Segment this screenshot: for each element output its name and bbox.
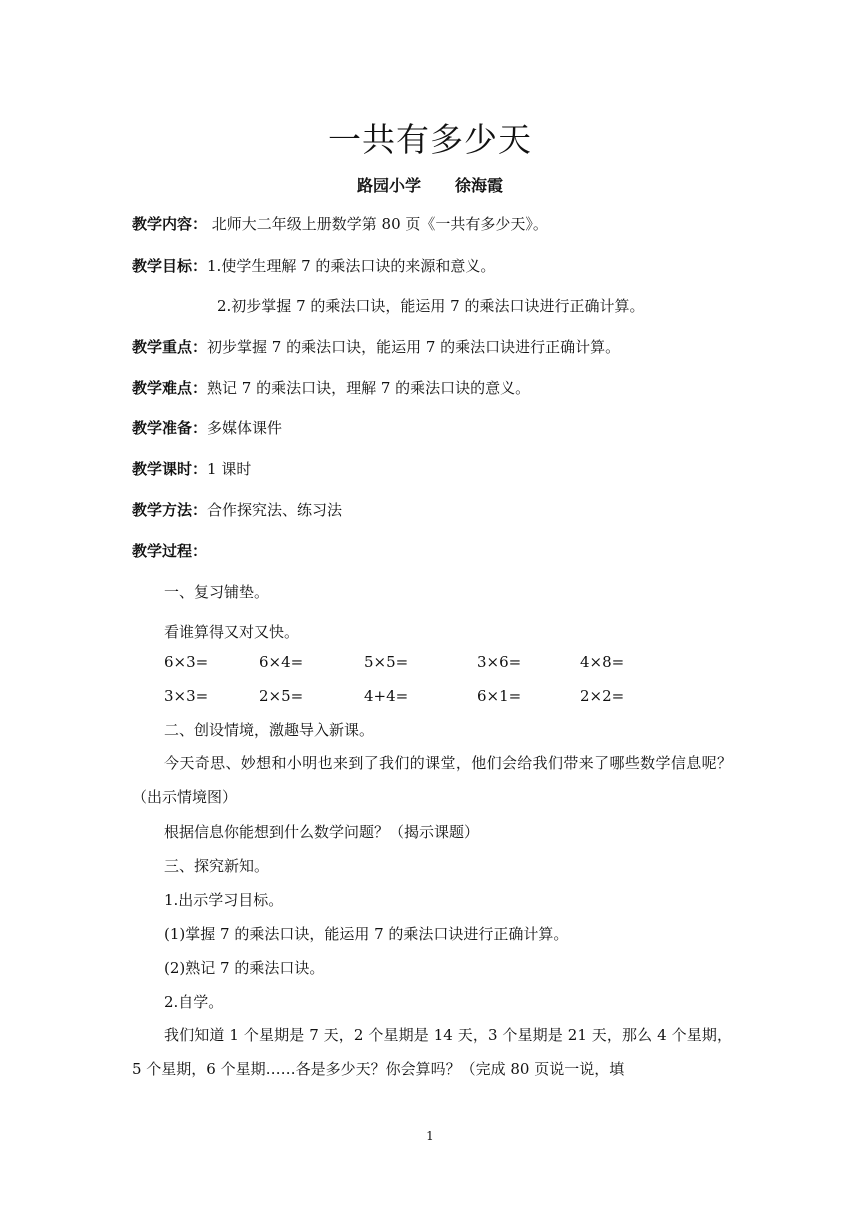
meta-text: 初步掌握 7 的乘法口诀，能运用 7 的乘法口诀进行正确计算。: [207, 338, 621, 356]
exercise-item: 6×1=: [477, 687, 522, 705]
document-title: 一共有多少天: [328, 120, 532, 159]
meta-content: [132, 212, 548, 236]
exercise-item: 6×3=: [164, 653, 209, 671]
meta-label: 教学重点：: [132, 338, 208, 356]
author-school: 路园小学: [356, 176, 421, 195]
meta-text: 熟记 7 的乘法口诀，理解 7 的乘法口诀的意义。: [207, 379, 531, 397]
self-study-paragraph: 我们知道 1 个星期是 7 天，2 个星期是 14 天，3 个星期是 21 天，那么 4 个星期，5 个星期，6 个星期……各是多少天？你会算吗？（完成 80 页说一说，填: [132, 1026, 732, 1078]
goal-item: (2)熟记 7 的乘法口诀。: [164, 959, 325, 977]
meta-text: 1.使学生理解 7 的乘法口诀的来源和意义。: [207, 257, 496, 275]
author-line: [0, 174, 860, 198]
step-goals: 1.出示学习目标。: [164, 891, 284, 909]
meta-key-point: [132, 335, 620, 359]
meta-text: 北师大二年级上册数学第 80 页《一共有多少天》。: [207, 215, 548, 233]
exercise-item: 2×2=: [580, 687, 625, 705]
exercise-item: 6×4=: [259, 653, 304, 671]
section-situation: 二、创设情境，激趣导入新课。: [164, 721, 375, 739]
goal-item: (1)掌握 7 的乘法口诀，能运用 7 的乘法口诀进行正确计算。: [164, 925, 569, 943]
meta-process: [132, 539, 207, 563]
page-number: 1: [426, 1129, 434, 1143]
exercise-item: 4×8=: [580, 653, 625, 671]
exercise-item: 5×5=: [364, 653, 409, 671]
exercise-row: [0, 650, 860, 674]
meta-goal-2: [217, 294, 644, 318]
situation-paragraph: 今天奇思、妙想和小明也来到了我们的课堂，他们会给我们带来了哪些数学信息呢？（出示情境图）: [132, 754, 732, 806]
meta-label: 教学方法：: [132, 501, 208, 519]
meta-hours: [132, 457, 251, 481]
meta-preparation: [132, 416, 282, 440]
meta-label: 教学目标：: [132, 257, 208, 275]
meta-label: 教学过程：: [132, 542, 208, 560]
exercise-item: 4+4=: [364, 687, 409, 705]
exercise-item: 3×3=: [164, 687, 209, 705]
author-name: 徐海霞: [455, 176, 504, 195]
meta-method: [132, 498, 342, 522]
meta-goals: [132, 254, 495, 278]
exercise-item: 3×6=: [477, 653, 522, 671]
meta-label: 教学难点：: [132, 379, 208, 397]
exercise-row: [0, 684, 860, 708]
meta-text: 多媒体课件: [207, 419, 283, 437]
situation-question: 根据信息你能想到什么数学问题？（揭示课题）: [164, 823, 480, 841]
meta-text: 2.初步掌握 7 的乘法口诀，能运用 7 的乘法口诀进行正确计算。: [217, 297, 645, 315]
step-self-study: 2.自学。: [164, 993, 224, 1011]
section-explore: 三、探究新知。: [164, 857, 270, 875]
meta-text: 1 课时: [207, 460, 252, 478]
meta-text: 合作探究法、练习法: [207, 501, 343, 519]
exercise-item: 2×5=: [259, 687, 304, 705]
section-review: 一、复习铺垫。: [164, 583, 270, 601]
meta-label: 教学内容：: [132, 215, 208, 233]
review-intro: 看谁算得又对又快。: [164, 623, 300, 641]
meta-label: 教学准备：: [132, 419, 208, 437]
meta-difficulty: [132, 376, 530, 400]
meta-label: 教学课时：: [132, 460, 208, 478]
